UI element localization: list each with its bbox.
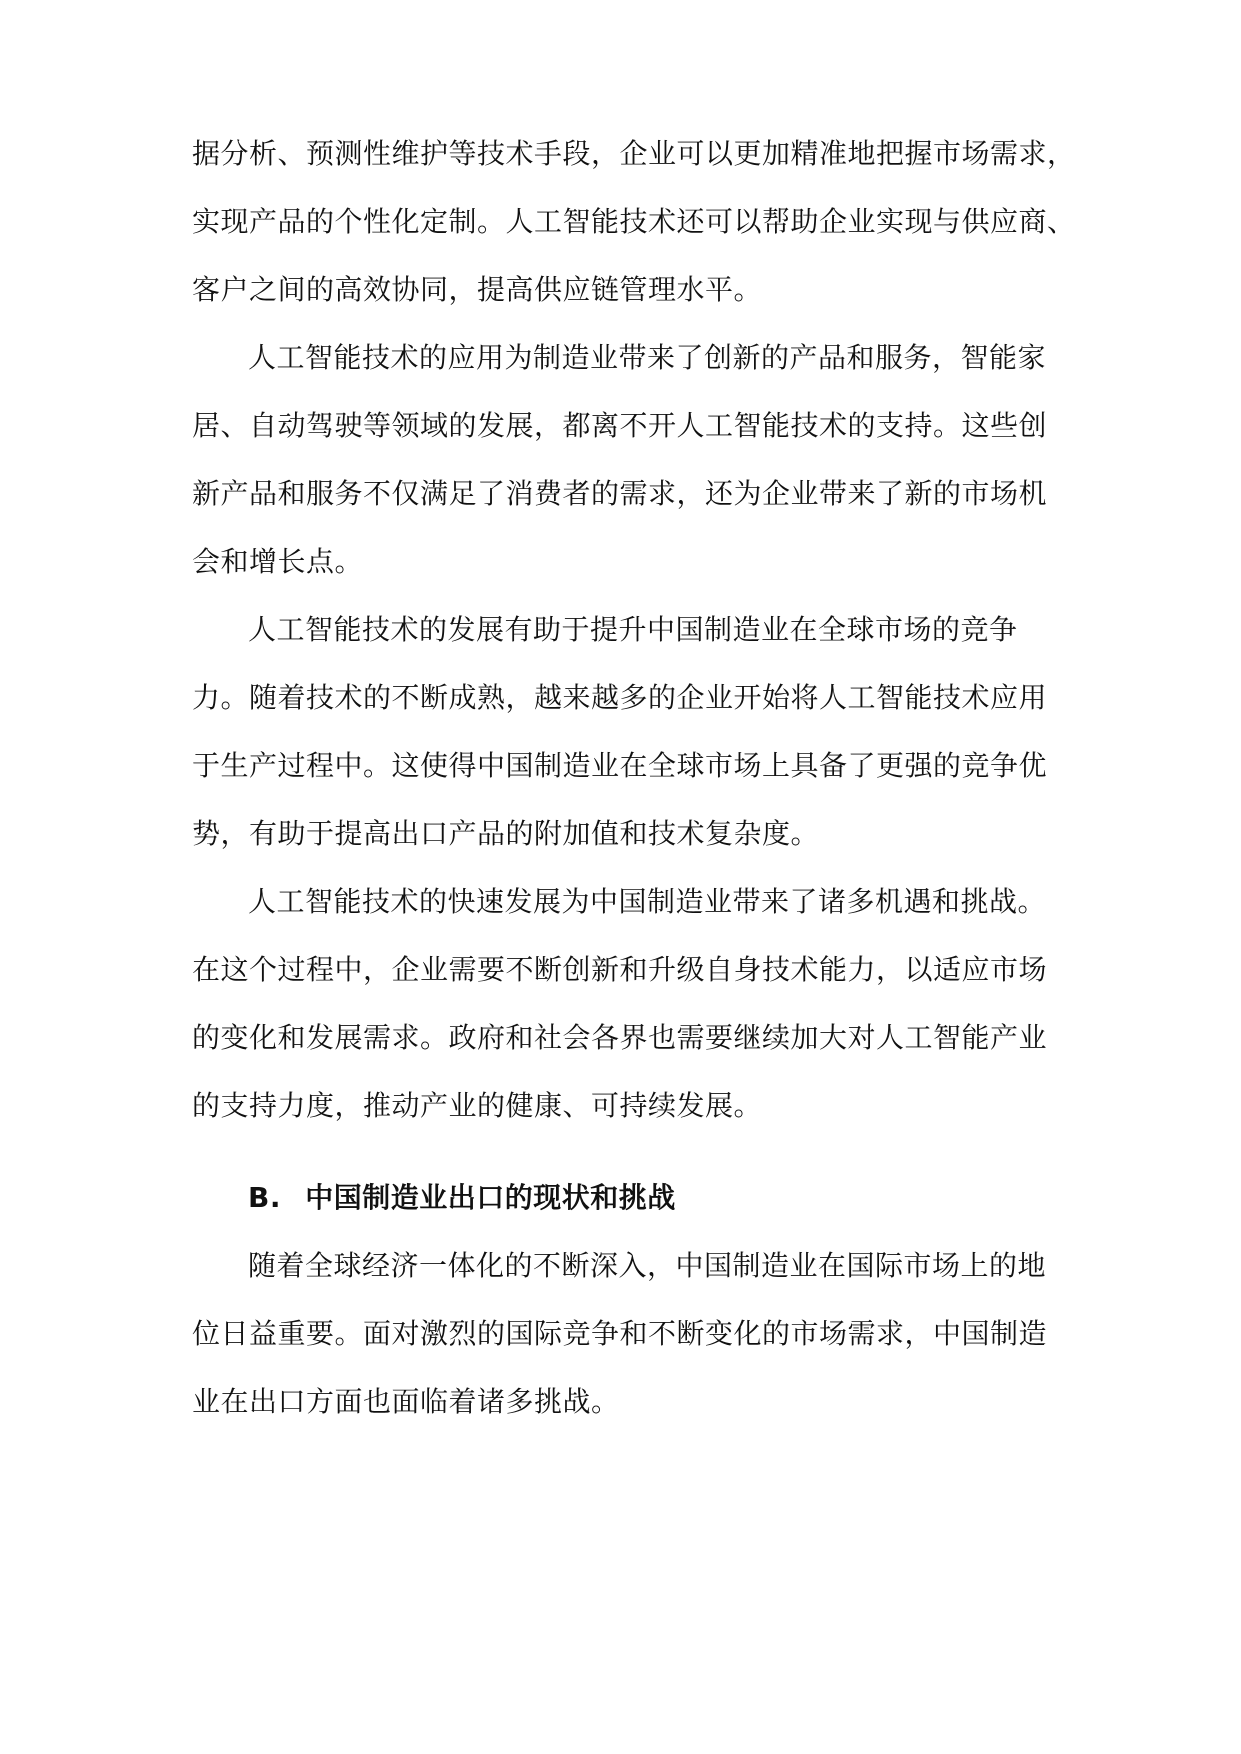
paragraph-first-line: 随着全球经济一体化的不断深入，中国制造业在国际市场上的地 xyxy=(248,1249,1047,1282)
section-number: B. xyxy=(248,1181,281,1214)
text-line: 位日益重要。面对激烈的国际竞争和不断变化的市场需求，中国制造 xyxy=(192,1317,1048,1350)
text-line: 的变化和发展需求。政府和社会各界也需要继续加大对人工智能产业 xyxy=(192,1021,1048,1054)
text-line: 居、自动驾驶等领域的发展，都离不开人工智能技术的支持。这些创 xyxy=(192,409,1048,442)
section-heading xyxy=(248,1178,676,1218)
text-line: 实现产品的个性化定制。人工智能技术还可以帮助企业实现与供应商、 xyxy=(192,205,1076,238)
text-line: 的支持力度，推动产业的健康、可持续发展。 xyxy=(192,1089,763,1122)
text-line: 据分析、预测性维护等技术手段，企业可以更加精准地把握市场需求， xyxy=(192,137,1076,170)
text-line: 势，有助于提高出口产品的附加值和技术复杂度。 xyxy=(192,817,820,850)
text-line: 在这个过程中，企业需要不断创新和升级自身技术能力，以适应市场 xyxy=(192,953,1048,986)
text-line: 业在出口方面也面临着诸多挑战。 xyxy=(192,1385,620,1418)
text-line: 客户之间的高效协同，提高供应链管理水平。 xyxy=(192,273,763,306)
text-line: 会和增长点。 xyxy=(192,545,364,578)
section-title: 中国制造业出口的现状和挑战 xyxy=(305,1181,676,1214)
paragraph-first-line: 人工智能技术的应用为制造业带来了创新的产品和服务，智能家 xyxy=(248,341,1047,374)
paragraph-first-line: 人工智能技术的快速发展为中国制造业带来了诸多机遇和挑战。 xyxy=(248,885,1047,918)
text-line: 新产品和服务不仅满足了消费者的需求，还为企业带来了新的市场机 xyxy=(192,477,1048,510)
paragraph-first-line: 人工智能技术的发展有助于提升中国制造业在全球市场的竞争 xyxy=(248,613,1018,646)
text-line: 力。随着技术的不断成熟，越来越多的企业开始将人工智能技术应用 xyxy=(192,681,1048,714)
text-line: 于生产过程中。这使得中国制造业在全球市场上具备了更强的竞争优 xyxy=(192,749,1048,782)
